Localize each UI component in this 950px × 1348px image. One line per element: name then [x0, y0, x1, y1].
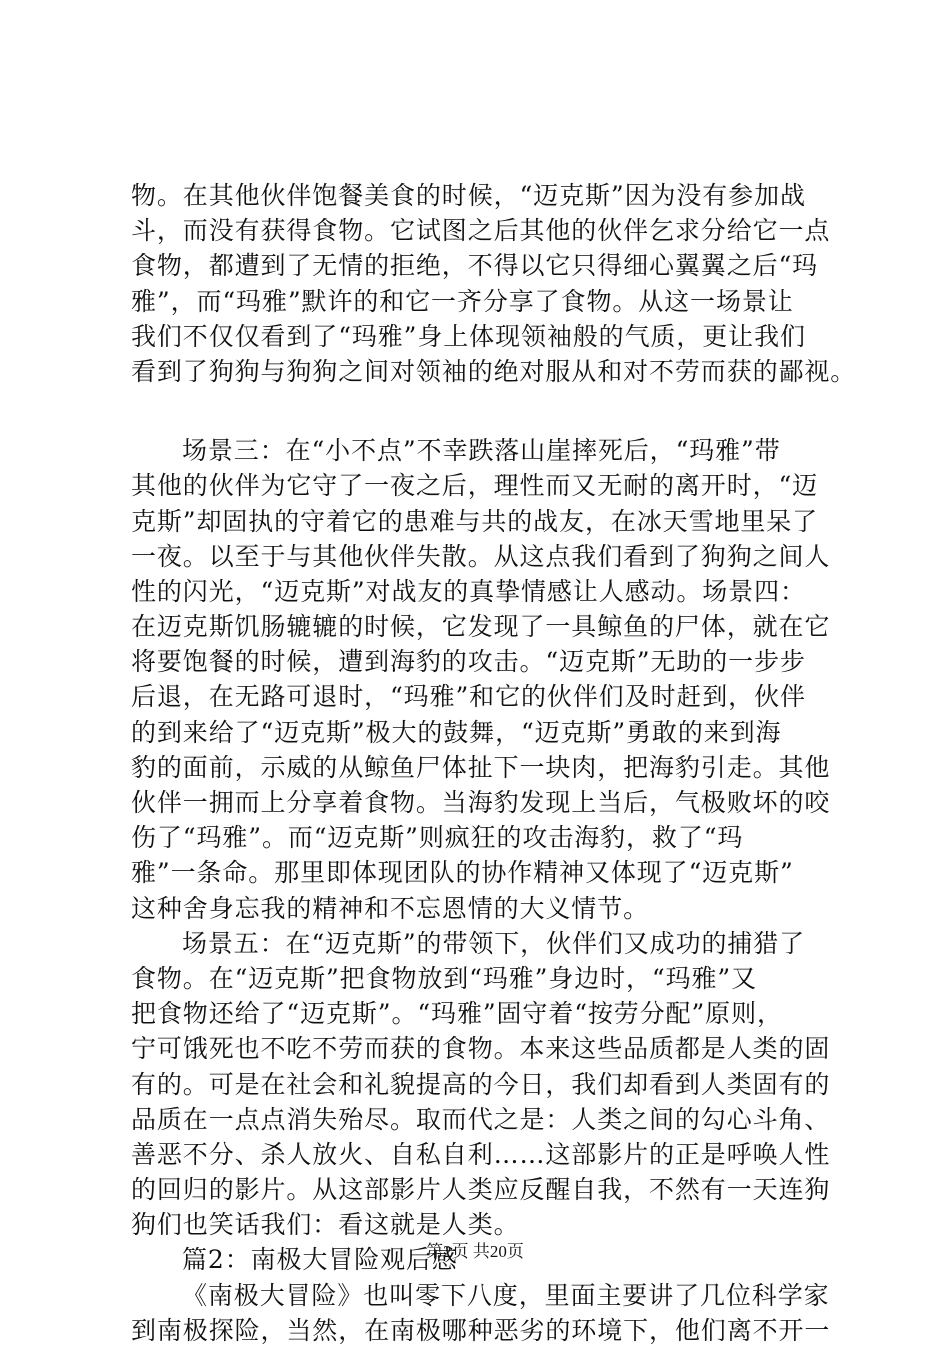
body-text: [131, 178, 857, 1348]
text-line: 有的。可是在社会和礼貌提高的今日，我们却看到人类固有的: [131, 1069, 831, 1099]
text-line: 食物，都遭到了无情的拒绝，不得以它只得细心翼翼之后“玛: [131, 251, 819, 281]
text-line: 场景五：在“迈克斯”的带领下，伙伴们又成功的捕猎了: [182, 928, 806, 958]
text-line: 看到了狗狗与狗狗之间对领袖的绝对服从和对不劳而获的鄙视。: [131, 356, 857, 386]
text-line: 雅”，而“玛雅”默许的和它一齐分享了食物。从这一场景让: [131, 286, 794, 316]
paragraph-4: [131, 1278, 831, 1348]
text-line: 豹的面前，示威的从鲸鱼尸体扯下一块肉，把海豹引走。其他: [131, 752, 831, 782]
text-line: 在迈克斯饥肠辘辘的时候，它发现了一具鲸鱼的尸体，就在它: [131, 612, 831, 642]
text-line: 食物。在“迈克斯”把食物放到“玛雅”身边时，“玛雅”又: [131, 963, 757, 993]
text-line: 的到来给了“迈克斯”极大的鼓舞，“迈克斯”勇敢的来到海: [131, 717, 782, 747]
text-line: 伤了“玛雅”。而“迈克斯”则疯狂的攻击海豹，救了“玛: [131, 823, 744, 853]
text-line: 的回归的影片。从这部影片人类应反醒自我，不然有一天连狗: [131, 1175, 831, 1205]
text-line: 将要饱餐的时候，遭到海豹的攻击。“迈克斯”无助的一步步: [131, 647, 806, 677]
text-line: 品质在一点点消失殆尽。取而代之是：人类之间的勾心斗角、: [131, 1104, 831, 1134]
text-line: 伙伴一拥而上分享着食物。当海豹发现上当后，气极败坏的咬: [131, 788, 831, 817]
text-line: 狗们也笑话我们：看这就是人类。: [131, 1210, 520, 1240]
text-line: 场景三：在“小不点”不幸跌落山崖摔死后，“玛雅”带: [182, 436, 781, 466]
text-line: 雅”一条命。那里即体现团队的协作精神又体现了“迈克斯”: [131, 858, 794, 888]
paragraph-3: [131, 926, 831, 1243]
text-line: 善恶不分、杀人放火、自私自利……这部影片的正是呼唤人性: [131, 1139, 831, 1169]
text-line: 《南极大冒险》也叫零下八度，里面主要讲了几位科学家: [182, 1280, 830, 1310]
heading-line: 篇2：南极大冒险观后感: [182, 1245, 458, 1275]
text-line: 后退，在无路可退时，“玛雅”和它的伙伴们及时赶到，伙伴: [131, 682, 806, 712]
text-line: 性的闪光，“迈克斯”对战友的真挚情感让人感动。场景四：: [131, 576, 806, 606]
text-line: 斗，而没有获得食物。它试图之后其他的伙伴乞求分给它一点: [131, 216, 831, 246]
text-line: 宁可饿死也不吃不劳而获的食物。本来这些品质都是人类的固: [131, 1034, 831, 1064]
text-line: 我们不仅仅看到了“玛雅”身上体现领袖般的气质，更让我们: [131, 321, 806, 351]
text-line: 克斯”却固执的守着它的患难与共的战友，在冰天雪地里呆了: [131, 506, 819, 536]
text-line: 其他的伙伴为它守了一夜之后，理性而又无耐的离开时，“迈: [131, 471, 819, 501]
page-footer: 第2页 共20页: [426, 1242, 524, 1261]
paragraph-1: [131, 178, 857, 389]
paragraph-gap: [131, 389, 831, 433]
text-line: 这种舍身忘我的精神和不忘恩情的大义情节。: [131, 893, 650, 923]
text-line: 把食物还给了“迈克斯”。“玛雅”固守着“按劳分配”原则，: [131, 999, 783, 1029]
paragraph-2: [131, 433, 831, 926]
text-line: 一夜。以至于与其他伙伴失散。从这点我们看到了狗狗之间人: [131, 541, 831, 571]
text-line: 物。在其他伙伴饱餐美食的时候，“迈克斯”因为没有参加战: [131, 181, 806, 210]
text-line: 到南极探险，当然，在南极哪种恶劣的环境下，他们离不开一: [131, 1315, 831, 1345]
